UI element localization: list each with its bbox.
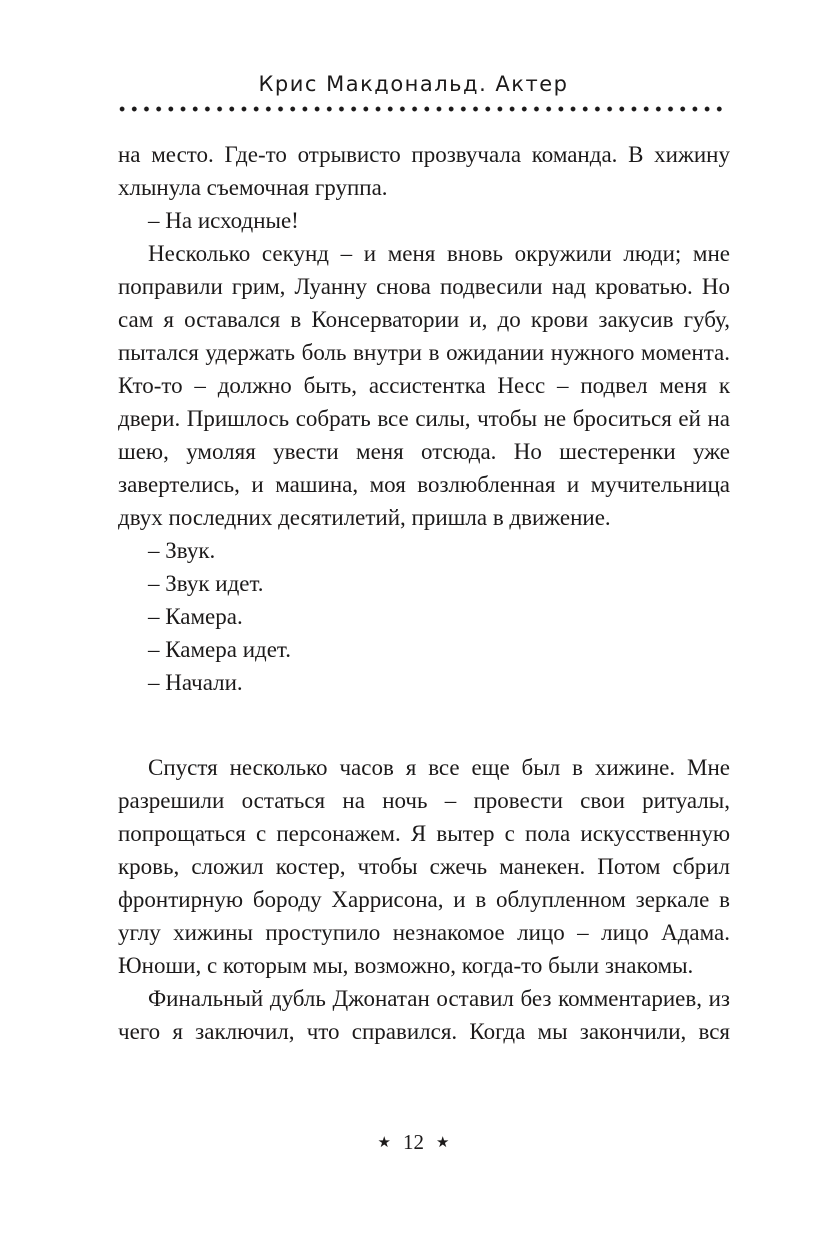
- star-ornament-icon: ★: [436, 1135, 450, 1151]
- text-block-top: [118, 138, 730, 699]
- page-number: 12: [403, 1130, 424, 1154]
- paragraph: Несколько секунд – и меня вновь окружили люди; мне поправили грим, Луанну снова подвесили над кроватью. Но сам я оставался в Консерватории и, до крови закусив губу, пытался удержать боль внутри в ожидании нужного момента. Кто-то – должно быть, ассистентка Несс – подвел меня к двери. Пришлось собрать все силы, чтобы не броситься ей на шею, умоляя увести меня отсюда. Но шестеренки уже завертелись, и машина, моя возлюбленная и мучительница двух последних десятилетий, пришла в движение.: [118, 241, 730, 530]
- paragraph: на место. Где-то отрывисто прозвучала команда. В хижину хлынула съемочная группа.: [118, 142, 730, 200]
- dialogue-line: – Камера идет.: [148, 637, 292, 662]
- dotted-divider: [116, 106, 728, 112]
- star-ornament-icon: ★: [377, 1135, 391, 1151]
- dialogue-line: – Начали.: [148, 670, 243, 695]
- dialogue-line: – Звук.: [148, 538, 216, 563]
- dialogue-line: – Камера.: [148, 604, 243, 629]
- dialogue-line: – Звук идет.: [148, 571, 264, 596]
- text-block-bottom: [118, 751, 730, 1048]
- dialogue-line: – На исходные!: [148, 208, 299, 233]
- paragraph: Финальный дубль Джонатан оставил без комментариев, из чего я заключил, что справился. Когда мы закончили, вся: [118, 986, 730, 1044]
- running-header: Крис Макдональд. Актер: [258, 72, 569, 96]
- paragraph: Спустя несколько часов я все еще был в хижине. Мне разрешили остаться на ночь – провести свои ритуалы, попрощаться с персонажем. Я вытер с пола искусственную кровь, сложил костер, чтобы сжечь манекен. Потом сбрил фронтирную бороду Харрисона, и в облупленном зеркале в углу хижины проступило незнакомое лицо – лицо Адама. Юноши, с которым мы, возможно, когда-то были знакомы.: [118, 755, 730, 978]
- page-footer: [0, 1130, 827, 1155]
